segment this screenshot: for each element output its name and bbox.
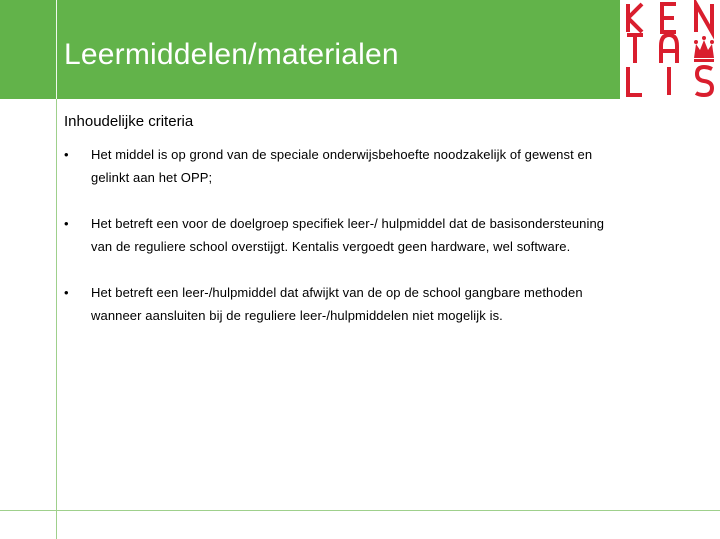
list-item-text: Het middel is op grond van de speciale onderwijsbehoefte noodzakelijk of gewenst en gelinkt aan het OPP;: [91, 147, 593, 185]
crown-icon: [694, 36, 714, 62]
list-item: [64, 213, 624, 258]
list-item: [64, 144, 624, 189]
list-item: [64, 282, 624, 327]
section-subtitle: Inhoudelijke criteria: [64, 113, 194, 130]
slide-title: Leermiddelen/materialen: [64, 38, 399, 71]
bottom-line: [0, 510, 720, 511]
bullet-icon: •: [64, 147, 69, 162]
slide-header: [0, 0, 620, 99]
criteria-list: [64, 144, 624, 327]
kentalis-logo-graphic: [620, 0, 720, 99]
list-item-text: Het betreft een voor de doelgroep specifiek leer-/ hulpmiddel dat de basisondersteuning van de reguliere school overstijgt. Kentalis vergoedt geen hardware, wel software.: [91, 216, 605, 254]
bullet-icon: •: [64, 216, 69, 231]
list-item-text: Het betreft een leer-/hulpmiddel dat afwijkt van de op de school gangbare methoden wanneer aansluiten bij de reguliere leer-/hulpmiddelen niet mogelijk is.: [91, 285, 583, 323]
header-divider-line: [56, 0, 57, 99]
kentalis-logo: [620, 0, 720, 99]
slide-content: [64, 113, 624, 351]
bullet-icon: •: [64, 285, 69, 300]
left-margin-line: [56, 99, 57, 539]
